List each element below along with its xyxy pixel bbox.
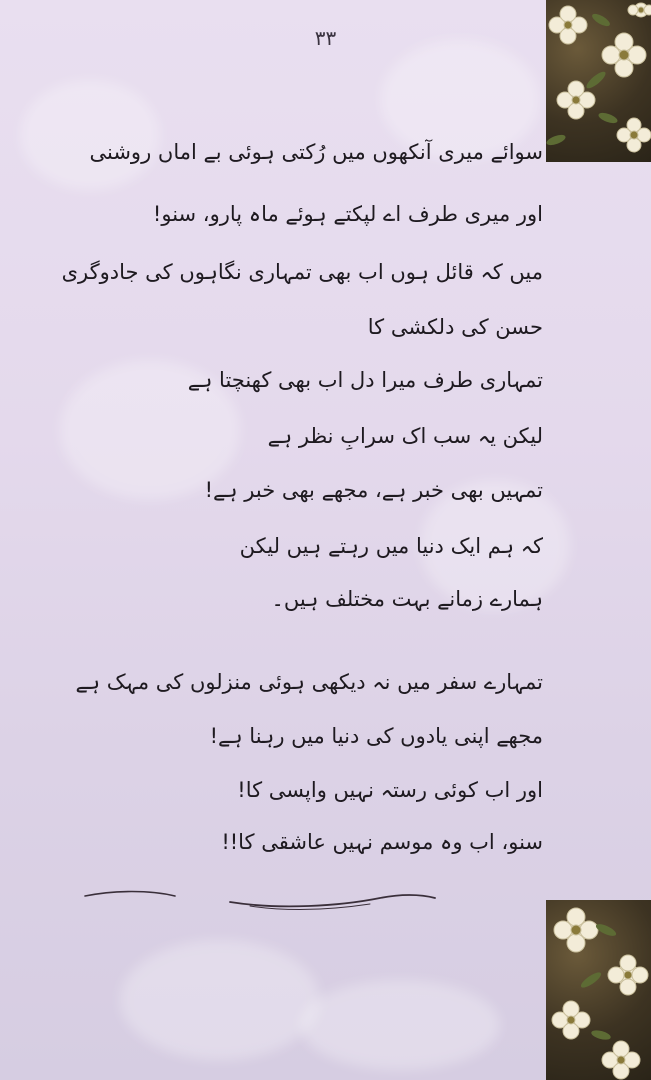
poem-line: تمہیں بھی خبر ہے، مجھے بھی خبر ہے! bbox=[204, 478, 543, 502]
flower-pattern-icon bbox=[546, 900, 651, 1080]
poem-line: حسن کی دلکشی کا bbox=[367, 315, 543, 339]
poem-line: سوائے میری آنکھوں میں رُکتی ہوئی بے اماں روشنی bbox=[89, 140, 543, 164]
poem-line: میں کہ قائل ہوں اب بھی تمہاری نگاہوں کی جادوگری bbox=[61, 260, 543, 284]
flower-pattern-icon bbox=[546, 0, 651, 162]
page-number: ۳۳ bbox=[314, 26, 337, 50]
poem-line: مجھے اپنی یادوں کی دنیا میں رہنا ہے! bbox=[209, 724, 543, 748]
ornamental-swash-icon bbox=[80, 880, 440, 920]
poem-line: لیکن یہ سب اک سرابِ نظر ہے bbox=[267, 424, 543, 448]
bottom-corner-flower-decoration bbox=[546, 900, 651, 1080]
texture-blob bbox=[20, 80, 160, 190]
poem-line: ہمارے زمانے بہت مختلف ہیں۔ bbox=[271, 587, 543, 611]
poem-line: کہ ہم ایک دنیا میں رہتے ہیں لیکن bbox=[239, 534, 543, 558]
top-corner-flower-decoration bbox=[546, 0, 651, 162]
poem-line: تمہارے سفر میں نہ دیکھی ہوئی منزلوں کی مہک ہے bbox=[75, 670, 543, 694]
texture-blob bbox=[300, 980, 500, 1070]
poem-line: اور اب کوئی رستہ نہیں واپسی کا! bbox=[237, 778, 543, 802]
poem-line: اور میری طرف اے لپکتے ہوئے ماہ پارو، سنو! bbox=[152, 202, 543, 226]
texture-blob bbox=[120, 940, 320, 1060]
poem-line: تمہاری طرف میرا دل اب بھی کھنچتا ہے bbox=[187, 368, 543, 392]
poem-line: سنو، اب وہ موسم نہیں عاشقی کا!! bbox=[221, 830, 543, 854]
